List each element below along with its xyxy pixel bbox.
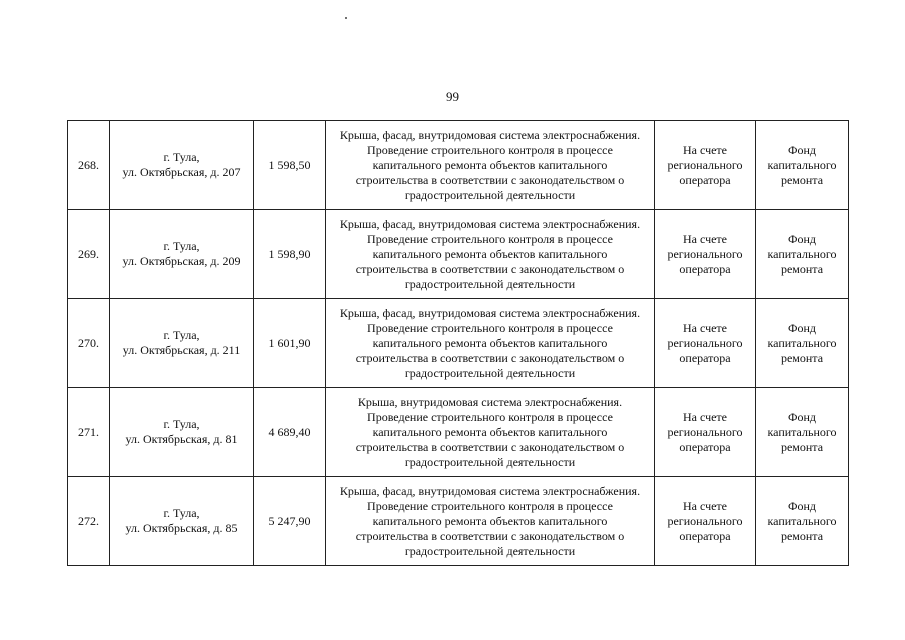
row-number-cell: 269.: [68, 210, 110, 299]
account-cell: [655, 388, 756, 477]
table-row: [68, 299, 849, 388]
amount-cell: 1 598,50: [254, 121, 326, 210]
works-description-line: Крыша, фасад, внутридомовая система электроснабжения.: [339, 483, 641, 498]
works-description-line: градостроительной деятельности: [404, 276, 576, 291]
account-line: оператора: [679, 439, 731, 454]
account-line: регионального: [667, 424, 743, 439]
table-row: [68, 388, 849, 477]
address-cell: [110, 477, 254, 566]
works-description-line: капитального ремонта объектов капитального: [372, 424, 608, 439]
funding-source-line: ремонта: [780, 528, 824, 543]
works-description-line: градостроительной деятельности: [404, 543, 576, 558]
register-table-body: [68, 121, 849, 566]
funding-source-cell: [756, 388, 849, 477]
account-line: оператора: [679, 172, 731, 187]
account-line: регионального: [667, 335, 743, 350]
row-number-cell: 270.: [68, 299, 110, 388]
amount-cell: 5 247,90: [254, 477, 326, 566]
works-description-line: Крыша, фасад, внутридомовая система электроснабжения.: [339, 216, 641, 231]
works-description-line: строительства в соответствии с законодательством о: [355, 528, 625, 543]
account-line: На счете: [682, 498, 727, 513]
funding-source-cell: [756, 121, 849, 210]
works-description-cell: [326, 388, 655, 477]
row-number-cell: 271.: [68, 388, 110, 477]
works-description-line: градостроительной деятельности: [404, 454, 576, 469]
works-description-line: Проведение строительного контроля в процессе: [367, 498, 613, 513]
works-description-line: капитального ремонта объектов капитального: [372, 335, 608, 350]
funding-source-line: капитального: [767, 424, 837, 439]
funding-source-line: капитального: [767, 246, 837, 261]
works-description-cell: [326, 121, 655, 210]
funding-source-line: ремонта: [780, 350, 824, 365]
works-description-line: строительства в соответствии с законодательством о: [355, 261, 625, 276]
account-line: На счете: [682, 409, 727, 424]
works-description-line: Проведение строительного контроля в процессе: [367, 409, 613, 424]
address-line: ул. Октябрьская, д. 207: [122, 165, 241, 179]
row-number-cell: 272.: [68, 477, 110, 566]
account-line: На счете: [682, 142, 727, 157]
works-description-cell: [326, 299, 655, 388]
funding-source-line: капитального: [767, 157, 837, 172]
account-line: регионального: [667, 513, 743, 528]
funding-source-line: ремонта: [780, 439, 824, 454]
address-cell: [110, 388, 254, 477]
funding-source-line: Фонд: [787, 142, 816, 157]
works-description-line: Крыша, внутридомовая система электроснабжения.: [357, 394, 623, 409]
account-line: оператора: [679, 350, 731, 365]
row-number-cell: 268.: [68, 121, 110, 210]
funding-source-cell: [756, 210, 849, 299]
table-row: [68, 210, 849, 299]
address-cell: [110, 121, 254, 210]
page-number: 99: [446, 89, 459, 104]
table-row: [68, 121, 849, 210]
works-description-line: строительства в соответствии с законодательством о: [355, 439, 625, 454]
funding-source-line: ремонта: [780, 172, 824, 187]
account-cell: [655, 477, 756, 566]
works-description-line: капитального ремонта объектов капитального: [372, 246, 608, 261]
address-line: ул. Октябрьская, д. 85: [125, 521, 238, 535]
funding-source-line: капитального: [767, 335, 837, 350]
account-cell: [655, 299, 756, 388]
works-description-line: строительства в соответствии с законодательством о: [355, 172, 625, 187]
works-description-line: градостроительной деятельности: [404, 187, 576, 202]
address-line: г. Тула,: [163, 328, 200, 342]
account-line: На счете: [682, 231, 727, 246]
funding-source-line: капитального: [767, 513, 837, 528]
account-cell: [655, 121, 756, 210]
amount-cell: 1 601,90: [254, 299, 326, 388]
address-line: ул. Октябрьская, д. 81: [125, 432, 238, 446]
works-description-line: Проведение строительного контроля в процессе: [367, 142, 613, 157]
address-cell: [110, 299, 254, 388]
funding-source-line: Фонд: [787, 231, 816, 246]
funding-source-line: ремонта: [780, 261, 824, 276]
scan-speck: [345, 17, 347, 19]
funding-source-line: Фонд: [787, 320, 816, 335]
account-cell: [655, 210, 756, 299]
table-row: [68, 477, 849, 566]
works-description-line: капитального ремонта объектов капитального: [372, 513, 608, 528]
account-line: оператора: [679, 261, 731, 276]
works-description-cell: [326, 210, 655, 299]
works-description-cell: [326, 477, 655, 566]
works-description-line: строительства в соответствии с законодательством о: [355, 350, 625, 365]
works-description-line: Крыша, фасад, внутридомовая система электроснабжения.: [339, 305, 641, 320]
works-description-line: градостроительной деятельности: [404, 365, 576, 380]
address-line: г. Тула,: [163, 239, 200, 253]
account-line: оператора: [679, 528, 731, 543]
funding-source-cell: [756, 299, 849, 388]
address-line: г. Тула,: [163, 150, 200, 164]
funding-source-cell: [756, 477, 849, 566]
works-description-line: Проведение строительного контроля в процессе: [367, 320, 613, 335]
works-description-line: Проведение строительного контроля в процессе: [367, 231, 613, 246]
amount-cell: 1 598,90: [254, 210, 326, 299]
register-table: [67, 120, 849, 566]
address-line: г. Тула,: [163, 506, 200, 520]
address-line: г. Тула,: [163, 417, 200, 431]
account-line: На счете: [682, 320, 727, 335]
address-line: ул. Октябрьская, д. 209: [122, 254, 241, 268]
address-line: ул. Октябрьская, д. 211: [122, 343, 241, 357]
works-description-line: Крыша, фасад, внутридомовая система электроснабжения.: [339, 127, 641, 142]
address-cell: [110, 210, 254, 299]
funding-source-line: Фонд: [787, 498, 816, 513]
works-description-line: капитального ремонта объектов капитального: [372, 157, 608, 172]
amount-cell: 4 689,40: [254, 388, 326, 477]
account-line: регионального: [667, 157, 743, 172]
account-line: регионального: [667, 246, 743, 261]
funding-source-line: Фонд: [787, 409, 816, 424]
